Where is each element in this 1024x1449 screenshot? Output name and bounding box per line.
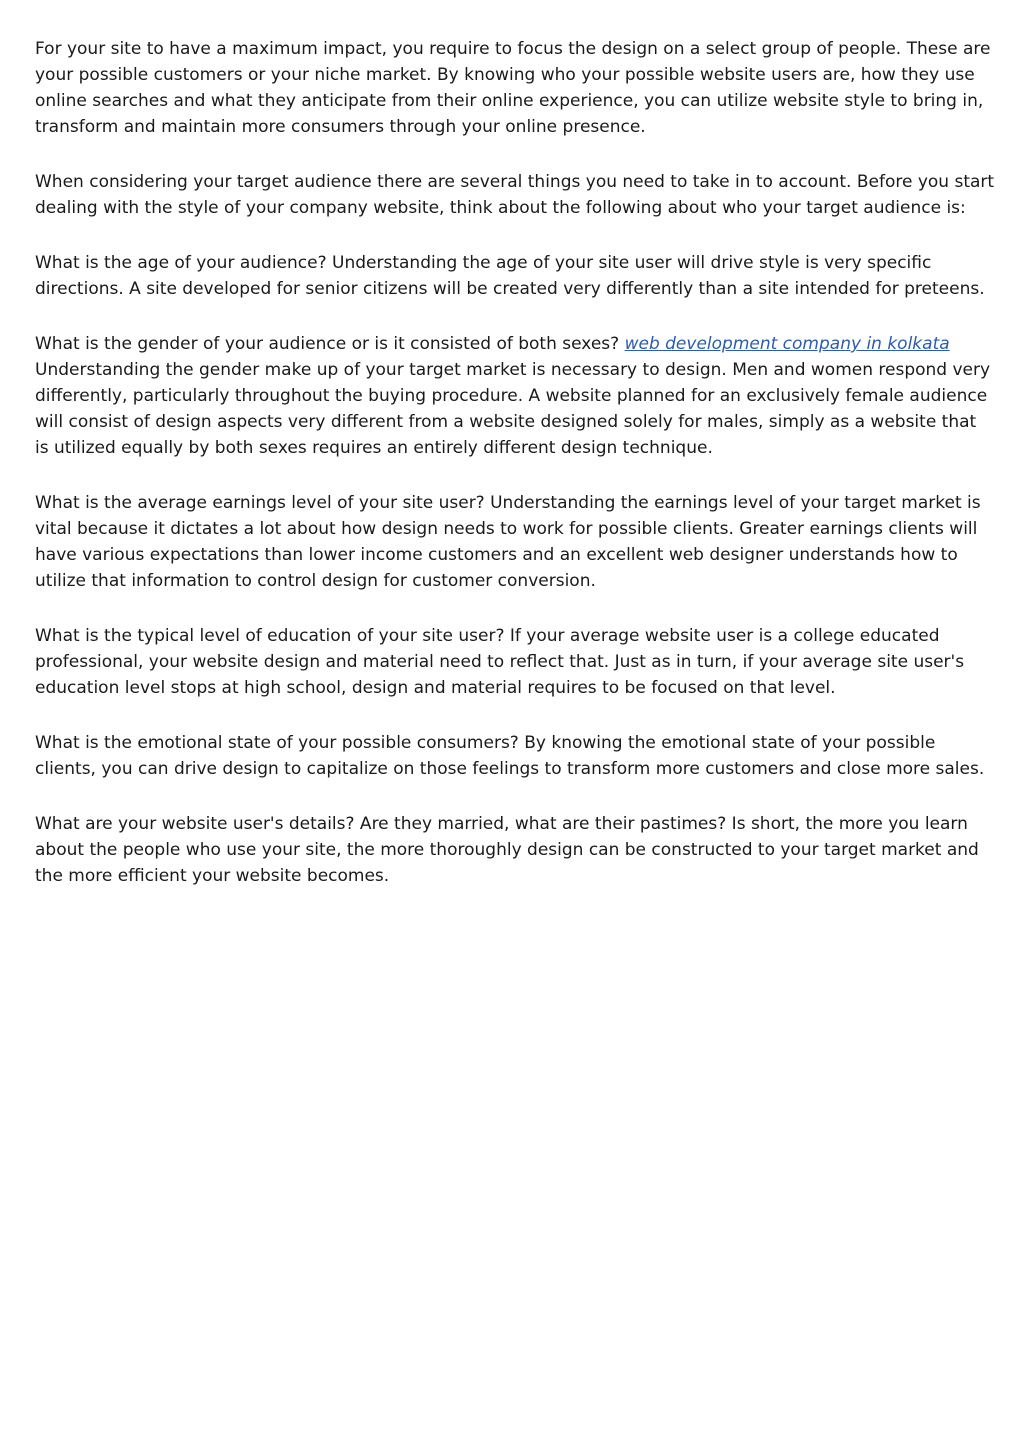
paragraph-audience-details: What are your website user's details? Are they married, what are their pastimes? Is short, the more you learn about the people who use your site, the more thoroughly design can be constructed to your target market and the more efficient your website becomes. (35, 814, 979, 886)
paragraph-target-focus: For your site to have a maximum impact, you require to focus the design on a select group of people. These are your possible customers or your niche market. By knowing who your possible website users are, how they use online searches and what they anticipate from their online experience, you can utilize website style to bring in, transform and maintain more consumers through your online presence. (35, 39, 991, 137)
web-development-company-link[interactable]: web development company in kolkata (624, 334, 950, 354)
paragraph-audience-gender (35, 331, 995, 461)
paragraph-audience-emotional-state: What is the emotional state of your possible consumers? By knowing the emotional state of your possible clients, you can drive design to capitalize on those feelings to transform more customers and close more sales. (35, 733, 985, 779)
paragraph-audience-earnings: What is the average earnings level of your site user? Understanding the earnings level of your target market is vital because it dictates a lot about how design needs to work for possible clients. Greater earnings clients will have various expectations than lower income customers and an excellent web designer understands how to utilize that information to control design for customer conversion. (35, 493, 981, 591)
paragraph-audience-education: What is the typical level of education of your site user? If your average website user is a college educated professional, your website design and material need to reflect that. Just as in turn, if your average site user's education level stops at high school, design and material requires to be focused on that level. (35, 626, 965, 698)
gender-text-after-link: Understanding the gender make up of your target market is necessary to design. Men and women respond very differently, particularly throughout the buying procedure. A website planned for an exclusively female audience will consist of design aspects very different from a website designed solely for males, simply as a website that is utilized equally by both sexes requires an entirely different design technique. (35, 360, 991, 458)
gender-text-before-link: What is the gender of your audience or is it consisted of both sexes? (35, 334, 625, 354)
paragraph-audience-age: What is the age of your audience? Understanding the age of your site user will drive style is very specific directions. A site developed for senior citizens will be created very differently than a site intended for preteens. (35, 253, 985, 299)
document-body (35, 36, 995, 918)
paragraph-target-audience-intro: When considering your target audience there are several things you need to take in to account. Before you start dealing with the style of your company website, think about the following about who your target audience is: (35, 172, 995, 218)
